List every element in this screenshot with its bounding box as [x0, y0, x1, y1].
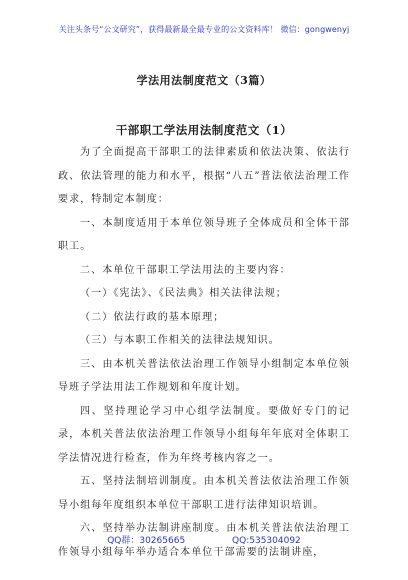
paragraph: 二、本单位干部职工学法用法的主要内容： — [80, 264, 291, 276]
paragraph: 六、坚持举办法制讲座制度。由本机关普法依法治理工作领导小组每年举办适合本单位干部需要的法制讲座， — [58, 523, 350, 558]
footer-qq-group: QQ群：30265665 — [107, 536, 186, 546]
paragraph: 四、坚持理论学习中心组学法制度。要做好专门的记录，本机关普法依法治理工作领导小组每年年底对全体职工学法情况进行检查，作为年终考核内容之一。 — [58, 405, 350, 464]
paragraph: 五、坚持法制培训制度。由本机关普法依法治理工作领导小组每年度组织本单位干部职工进行法律知识培训。 — [58, 476, 350, 511]
paragraph: （一）《宪法》、《民法典》相关法律法规； — [80, 288, 287, 299]
paragraph: （二）依法行政的基本原理； — [80, 311, 225, 323]
paragraph: （三）与本职工作相关的法律法规知识。 — [80, 335, 280, 346]
document-body — [58, 141, 350, 564]
paragraph: 一、本制度适用于本单位领导班子全体成员和全体干部职工。 — [58, 217, 350, 252]
footer-qq-number: QQ:535304092 — [232, 536, 301, 546]
paragraph: 为了全面提高干部职工的法律素质和依法决策、依法行政、依法管理的能力和水平，根据“八五”普法依法治理工作要求，特制定本制度： — [58, 147, 350, 205]
footer — [0, 533, 408, 546]
document-title: 学法用法制度范文（3篇） — [136, 74, 272, 87]
section-title: 干部职工学法用法制度范文（1） — [115, 123, 293, 137]
header-note: 关注头条号“公文研究”，获得最新最全最专业的公文资料库！ 微信：gongwenyj — [58, 25, 350, 34]
paragraph: 三、由本机关普法依法治理工作领导小组制定本单位领导班子学法用法工作规划和年度计划。 — [58, 358, 350, 393]
